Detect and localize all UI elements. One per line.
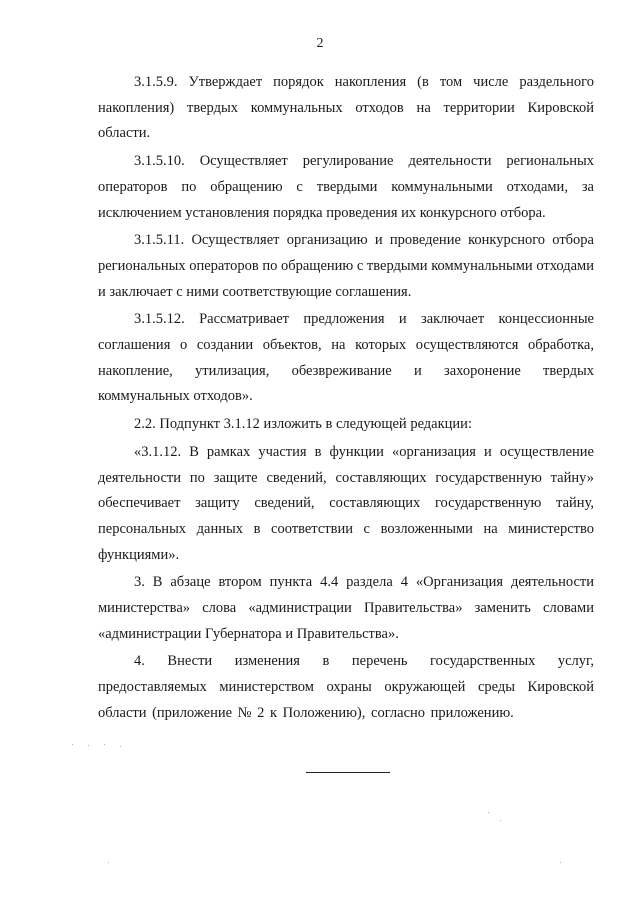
paragraph-3-1-5-11: 3.1.5.11. Осуществляет организацию и проведение конкурсного отбора региональных операторов по обращению с твердыми коммунальными отходами и заключает с ними соответствующие соглашения. <box>98 232 594 300</box>
paragraph-3-1-12: «3.1.12. В рамках участия в функции «организация и осуществление деятельности по защите сведений, составляющих государственную тайну» обеспечивает защиту сведений, составляющих государственную тайну, персональных данных в соответствии с возложенными на министерство функциями». <box>98 443 594 563</box>
page-number: 2 <box>316 36 324 51</box>
paragraph-3-1-5-10: 3.1.5.10. Осуществляет регулирование деятельности региональных операторов по обращению с твердыми коммунальными отходами, за исключением установления порядка проведения их конкурсного отбора. <box>98 153 594 221</box>
scan-speck <box>120 746 121 747</box>
scan-speck <box>108 862 109 863</box>
scan-speck <box>88 745 89 746</box>
scan-speck <box>560 862 561 863</box>
paragraph-2-2: 2.2. Подпункт 3.1.12 изложить в следующей редакции: <box>134 416 472 433</box>
end-separator-line <box>306 772 390 773</box>
document-body <box>98 70 594 729</box>
paragraph-3-1-5-12: 3.1.5.12. Рассматривает предложения и заключает концессионные соглашения о создании объектов, на которых осуществляются обработка, накопление, утилизация, обезвреживание и захоронение твердых коммунальных отходов». <box>98 311 594 405</box>
paragraph-3: 3. В абзаце втором пункта 4.4 раздела 4 «Организация деятельности министерства» слова «администрации Правительства» заменить словами «администрации Губернатора и Правительства». <box>98 574 594 642</box>
scan-speck <box>488 812 489 813</box>
paragraph-3-1-5-9: 3.1.5.9. Утверждает порядок накопления (в том числе раздельного накопления) твердых коммунальных отходов на территории Кировской области. <box>98 74 594 142</box>
paragraph-4: 4. Внести изменения в перечень государственных услуг, предоставляемых министерством охраны окружающей среды Кировской области (приложение № 2 к Положению), согласно приложению. <box>98 653 594 721</box>
scan-speck <box>72 744 73 745</box>
scan-speck <box>500 820 501 821</box>
scan-speck <box>104 744 105 745</box>
